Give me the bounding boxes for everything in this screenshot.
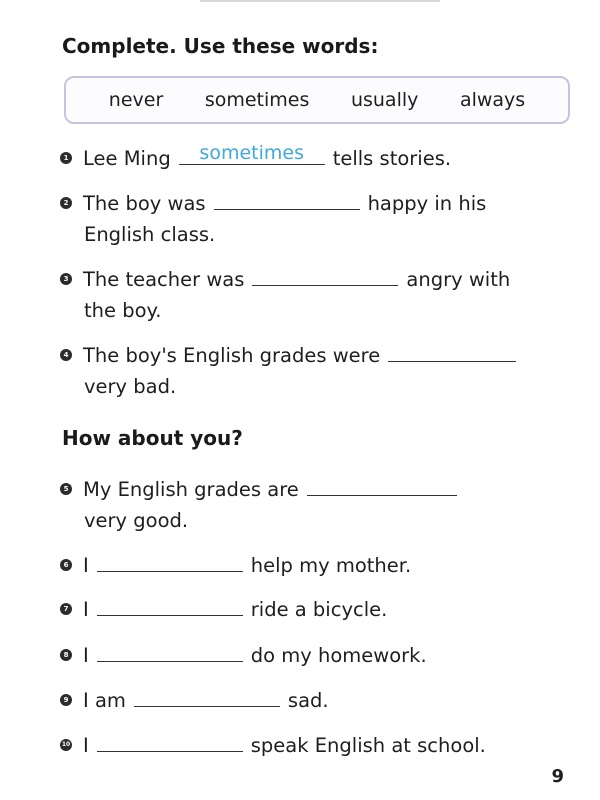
item-text: I <box>83 598 89 621</box>
item-text: I <box>83 734 89 757</box>
word-bank-item: always <box>459 89 526 111</box>
item-text: I <box>83 644 89 667</box>
exercise-item-7 <box>60 594 575 625</box>
item-text: tells stories. <box>332 147 452 170</box>
word-bank-item: usually <box>350 89 419 111</box>
exercise-item-8 <box>60 640 575 671</box>
section-title-complete: Complete. Use these words: <box>62 34 379 58</box>
item-number-badge: 2 <box>60 197 72 209</box>
item-number-badge: 8 <box>60 649 72 661</box>
item-text: angry with <box>406 268 511 291</box>
item-number-badge: 7 <box>60 603 72 615</box>
item-text: sad. <box>287 689 329 712</box>
answer-blank-6[interactable] <box>97 553 243 572</box>
top-rule <box>200 0 440 2</box>
item-number-badge: 1 <box>60 152 72 164</box>
exercise-item-6 <box>60 550 575 581</box>
item-text: I am <box>83 689 126 712</box>
item-text: The boy was <box>83 192 206 215</box>
answer-blank-1[interactable] <box>179 142 325 165</box>
answer-blank-4[interactable] <box>388 343 516 362</box>
answer-text: sometimes <box>199 142 304 164</box>
item-text: speak English at school. <box>250 734 486 757</box>
answer-blank-9[interactable] <box>134 688 280 707</box>
item-text: I <box>83 554 89 577</box>
answer-blank-10[interactable] <box>97 733 243 752</box>
page-number: 9 <box>551 766 564 787</box>
exercise-item-4 <box>60 340 575 402</box>
item-text: do my homework. <box>250 644 427 667</box>
item-number-badge: 10 <box>60 739 72 751</box>
word-bank-item: sometimes <box>204 89 310 111</box>
exercise-item-1 <box>60 143 575 174</box>
answer-blank-2[interactable] <box>214 191 360 210</box>
word-bank-item: never <box>108 89 164 111</box>
item-text-continued: very bad. <box>84 375 177 398</box>
exercise-item-9 <box>60 685 575 716</box>
answer-blank-5[interactable] <box>307 477 457 496</box>
item-number-badge: 3 <box>60 273 72 285</box>
item-number-badge: 4 <box>60 349 72 361</box>
word-bank <box>64 76 570 124</box>
item-text: ride a bicycle. <box>250 598 388 621</box>
item-text: Lee Ming <box>83 147 171 170</box>
item-text-continued: very good. <box>84 509 189 532</box>
answer-blank-7[interactable] <box>97 597 243 616</box>
item-text-continued: the boy. <box>84 299 162 322</box>
answer-blank-3[interactable] <box>252 267 398 286</box>
item-text-continued: English class. <box>84 223 216 246</box>
item-text: The boy's English grades were <box>83 344 381 367</box>
exercise-item-10 <box>60 730 575 761</box>
exercise-item-3 <box>60 264 575 326</box>
section-title-how-about-you: How about you? <box>62 426 243 450</box>
exercise-item-2 <box>60 188 575 250</box>
answer-blank-8[interactable] <box>97 643 243 662</box>
item-text: happy in his <box>367 192 487 215</box>
item-text: help my mother. <box>250 554 412 577</box>
item-number-badge: 9 <box>60 694 72 706</box>
item-number-badge: 5 <box>60 483 72 495</box>
item-number-badge: 6 <box>60 559 72 571</box>
item-text: The teacher was <box>83 268 245 291</box>
exercise-item-5 <box>60 474 575 536</box>
item-text: My English grades are <box>83 478 299 501</box>
